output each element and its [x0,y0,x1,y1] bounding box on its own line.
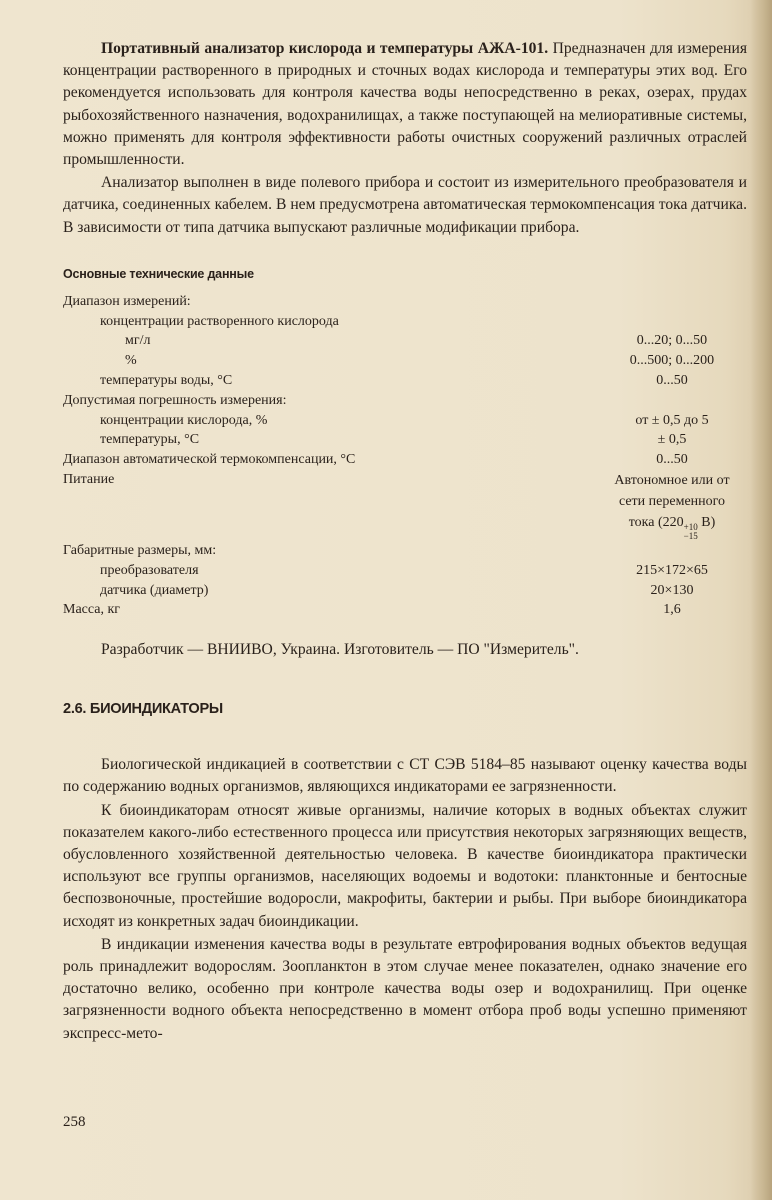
device-title: Портативный анализатор кислорода и температуры АЖА-101. [101,40,549,57]
spec-label: Габаритные размеры, мм: [63,543,217,558]
spec-value: 0...500; 0...200 [629,353,715,369]
spec-value: 20×130 [650,582,694,598]
intro-paragraph-1-text: Предназначен для измерения концентрации растворенного в природных и сточных водах кислорода и температуры этих вод. Его рекомендуется использовать для контроля качества воды непосредственно в реках, озерах, прудах рыбохозяйственного назначения, водохранилищах, а также поступающей на мелиоративные системы, можно применять для контроля эффективности работы очистных сооружений различных отраслей промышленности. [63,40,747,169]
spec-label: концентрации кислорода, % [100,412,268,428]
power-line-1: Автономное или от [614,473,730,488]
intro-paragraph-1 [63,38,747,171]
spec-label: датчика (диаметр) [100,582,209,598]
page-number: 258 [63,1114,86,1130]
spec-row [63,600,747,620]
spec-row [63,312,747,332]
section-heading: 2.6. БИОИНДИКАТОРЫ [63,701,223,718]
spec-label: мг/л [125,333,151,349]
section-paragraph-1: Биологической индикацией в соответствии с СТ СЭВ 5184–85 называют оценку качества воды по содержанию водных организмов, являющихся индикаторами ее загрязненности. [63,756,747,796]
spec-label: % [125,353,137,369]
spec-label: преобразователя [100,562,199,578]
specs-title: Основные технические данные [63,266,254,281]
spec-row [63,292,747,312]
section-paragraph-3: В индикации изменения качества воды в результате евтрофирования водных объектов ведущая роль принадлежит водорослям. Зоопланктон в этом случае менее показателен, однако значение его достаточно велико, особенно при контроле качества воды озер и водохранилищ. При оценке загрязненности водного объекта непосредственно в момент отбора проб воды успешно применяют экспресс-мето- [63,935,747,1042]
spec-label: температуры воды, °С [100,373,233,389]
spec-label: концентрации растворенного кислорода [100,313,339,329]
spec-label: Диапазон измерений: [63,293,191,309]
spec-row [63,470,747,541]
spec-row [63,411,747,431]
power-tolerance-plus: +10 [683,522,698,532]
section-paragraph-2: К биоиндикаторам относят живые организмы, наличие которых в водных объектах служит показателем какого-либо естественного процесса или присутствия некоторых загрязняющих веществ, обусловленного хозяйственной деятельностью человека. В качестве биоиндикатора практически используют все группы организмов, населяющих водоемы и водотоки: планктонные и бентосные беспозвоночные, простейшие водоросли, макрофиты, бактерии и рыбы. При выборе биоиндикатора исходят из конкретных задач биоиндикации. [63,801,747,930]
developer-note: Разработчик — ВНИИВО, Украина. Изготовитель — ПО "Измеритель". [101,641,579,659]
spec-label: Допустимая погрешность измерения: [63,392,287,408]
spec-row [63,541,747,561]
power-line-2: сети переменного [618,494,726,509]
spec-label: Питание [63,472,115,487]
spec-value: от ± 0,5 до 5 [635,412,709,428]
spec-row [63,351,747,371]
spec-value: 0...50 [656,452,688,468]
spec-label: Масса, кг [63,602,121,618]
power-tolerance-minus: −15 [683,531,698,541]
spec-row [63,430,747,450]
spec-label: температуры, °С [100,432,200,448]
spec-value: ± 0,5 [657,432,687,448]
spec-value: 215×172×65 [636,562,708,578]
spec-row [63,371,747,391]
spec-row [63,391,747,411]
specs-table [63,292,747,620]
spec-row [63,581,747,601]
spec-value-power [597,470,747,541]
spec-row [63,331,747,351]
spec-value: 1,6 [663,602,681,618]
spec-row [63,450,747,470]
intro-paragraph-2: Анализатор выполнен в виде полевого прибора и состоит из измерительного преобразователя и датчика, соединенных кабелем. В нем предусмотрена автоматическая термокомпенсация тока датчика. В зависимости от типа датчика выпускают различные модификации прибора. [63,174,747,236]
page-content [63,38,747,1045]
page-spine-shadow [750,0,772,1200]
spec-row [63,561,747,581]
spec-value: 0...50 [656,373,688,389]
spec-label: Диапазон автоматической термокомпенсации, °С [63,452,356,468]
spec-value: 0...20; 0...50 [636,333,708,349]
power-line-3: тока (220 +10 −15 В) [628,515,716,541]
